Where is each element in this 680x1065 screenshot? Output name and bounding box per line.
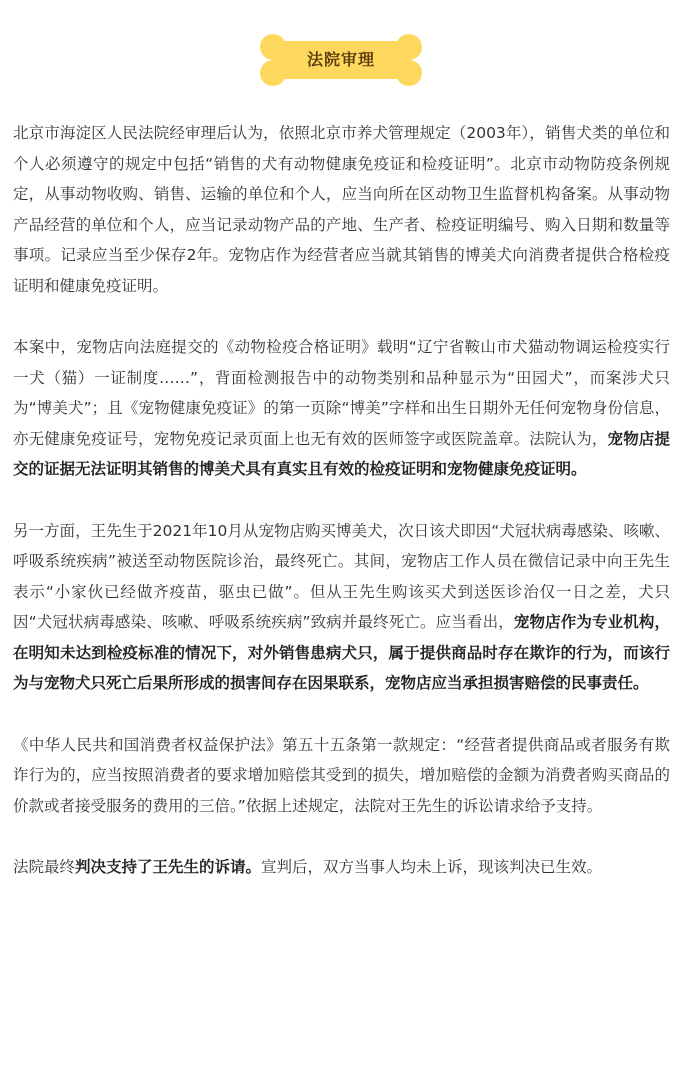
- article-body: [13, 118, 670, 914]
- paragraph-verdict: [13, 852, 670, 883]
- paragraph-causation: [13, 516, 670, 699]
- paragraph-text: 法院最终: [13, 858, 76, 876]
- section-badge: [0, 30, 680, 90]
- paragraph-evidence: [13, 332, 670, 485]
- paragraph-text: 本案中，宠物店向法庭提交的《动物检疫合格证明》载明“辽宁省鞍山市犬猫动物调运检疫实行一犬（猫）一证制度……”，背面检测报告中的动物类别和品种显示为“田园犬”，而案涉犬只为“博美犬”；且《宠物健康免疫证》的第一页除“博美”字样和出生日期外无任何宠物身份信息，亦无健康免疫证号，宠物免疫记录页面上也无有效的医师签字或医院盖章。法院认为，: [13, 338, 670, 448]
- paragraph-regulations: [13, 118, 670, 301]
- paragraph-text: 宣判后，双方当事人均未上诉，现该判决已生效。: [261, 858, 603, 876]
- paragraph-consumer-law: [13, 730, 670, 822]
- emphasized-text: 宠物店作为专业机构，在明知未达到检疫标准的情况下，对外销售患病犬只，属于提供商品时存在欺诈的行为，而该行为与宠物犬只死亡后果所形成的损害间存在因果联系，宠物店应当承担损害赔偿的民事责任。: [13, 613, 670, 692]
- emphasized-text: 宠物店提交的证据无法证明其销售的博美犬具有真实且有效的检疫证明和宠物健康免疫证明。: [13, 429, 670, 478]
- paragraph-text: 另一方面，王先生于2021年10月从宠物店购买博美犬，次日该犬即因“犬冠状病毒感染、咳嗽、呼吸系统疾病”被送至动物医院诊治，最终死亡。其间，宠物店工作人员在微信记录中向王先生表示“小家伙已经做齐疫苗，驱虫已做”。但从王先生购该买犬到送医诊治仅一日之差，犬只因“犬冠状病毒感染、咳嗽、呼吸系统疾病”致病并最终死亡。应当看出，: [13, 521, 670, 631]
- emphasized-text: 判决支持了王先生的诉请。: [75, 858, 262, 876]
- section-title: 法院审理: [306, 50, 375, 69]
- paragraph-text: 北京市海淀区人民法院经审理后认为，依照北京市养犬管理规定（2003年），销售犬类的单位和个人必须遵守的规定中包括“销售的犬有动物健康免疫证和检疫证明”。北京市动物防疫条例规定，从事动物收购、销售、运输的单位和个人，应当向所在区动物卫生监督机构备案。从事动物产品经营的单位和个人，应当记录动物产品的产地、生产者、检疫证明编号、购入日期和数量等事项。记录应当至少保存2年。宠物店作为经营者应当就其销售的博美犬向消费者提供合格检疫证明和健康免疫证明。: [13, 124, 670, 295]
- paragraph-text: 《中华人民共和国消费者权益保护法》第五十五条第一款规定：“经营者提供商品或者服务有欺诈行为的，应当按照消费者的要求增加赔偿其受到的损失，增加赔偿的金额为消费者购买商品的价款或者接受服务的费用的三倍。”依据上述规定，法院对王先生的诉讼请求给予支持。: [13, 735, 670, 815]
